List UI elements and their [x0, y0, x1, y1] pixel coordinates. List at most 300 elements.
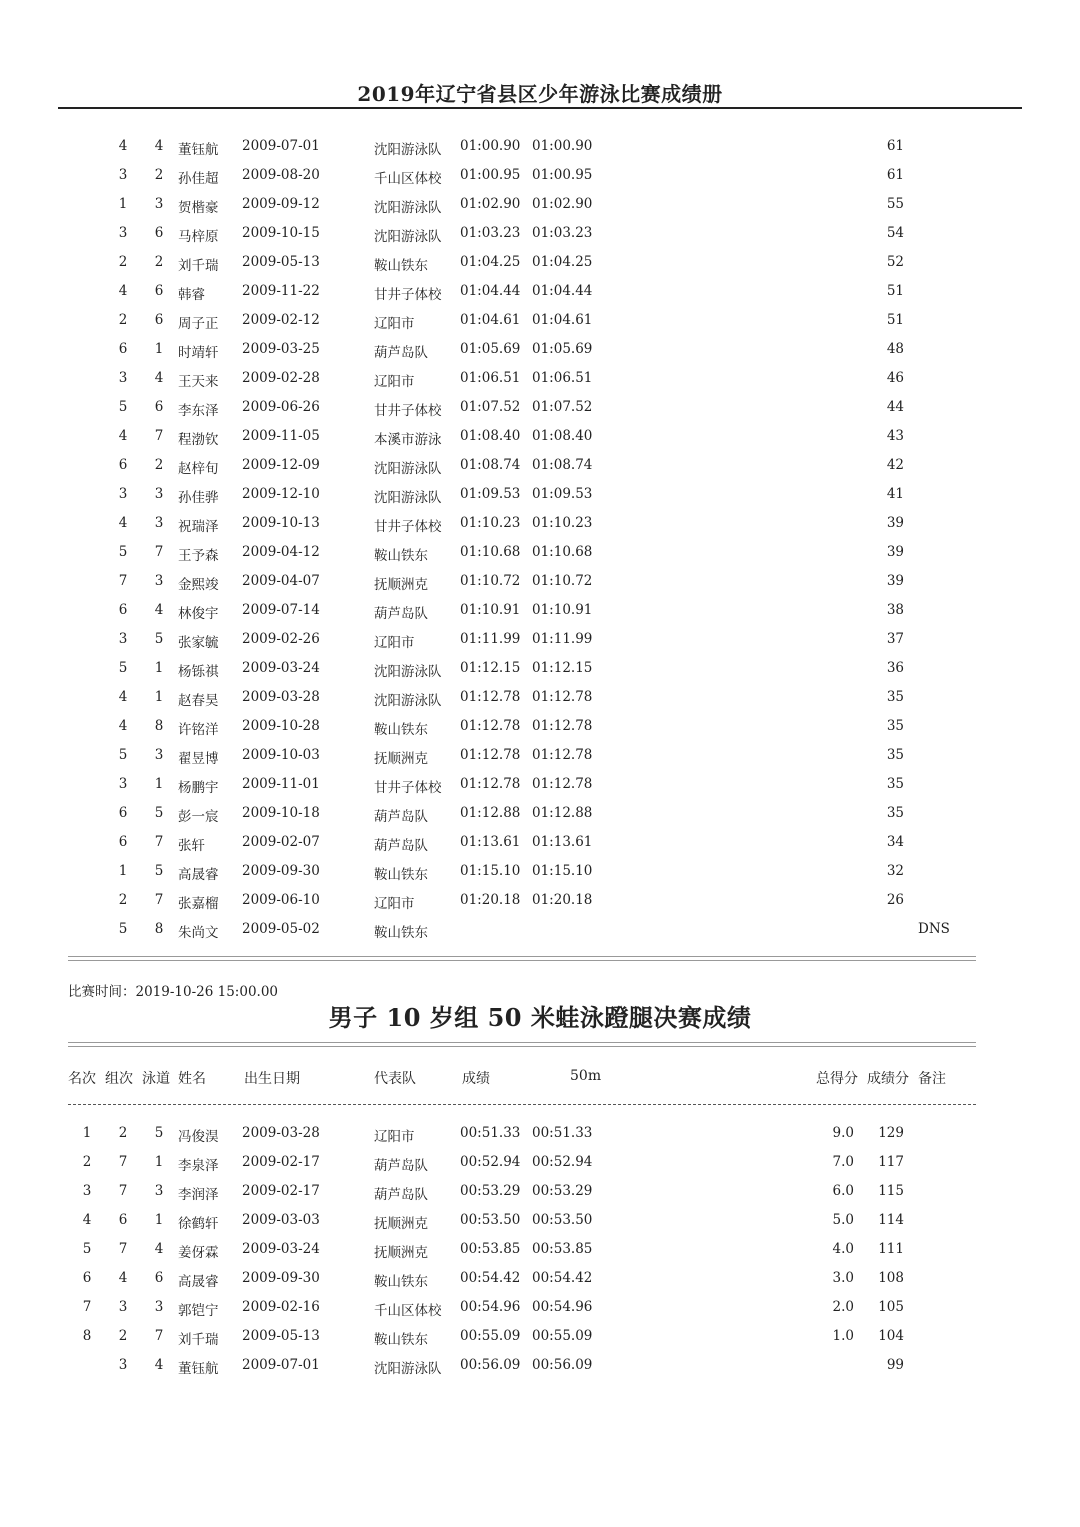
cell-group: 6 — [118, 834, 128, 850]
cell-split: 01:02.90 — [532, 196, 593, 212]
cell-split: 01:11.99 — [532, 631, 593, 647]
cell-split: 01:04.61 — [532, 312, 593, 328]
cell-score: 105 — [878, 1299, 904, 1315]
cell-birth: 2009-02-16 — [242, 1299, 320, 1315]
cell-group: 3 — [118, 167, 128, 183]
cell-score: 61 — [886, 138, 904, 154]
cell-result: 00:54.96 — [460, 1299, 521, 1315]
cell-group: 2 — [118, 312, 128, 328]
cell-group: 5 — [118, 544, 128, 560]
cell-lane: 4 — [154, 138, 164, 154]
cell-lane: 4 — [154, 370, 164, 386]
cell-team: 辽阳市 — [374, 316, 415, 332]
cell-birth: 2009-10-13 — [242, 515, 320, 531]
cell-team: 抚顺洲克 — [374, 1245, 428, 1261]
cell-name: 韩睿 — [178, 287, 205, 303]
cell-result: 01:06.51 — [460, 370, 521, 386]
cell-result: 01:05.69 — [460, 341, 521, 357]
table-row — [0, 1125, 1080, 1153]
cell-name: 张家毓 — [178, 635, 219, 651]
cell-group: 6 — [118, 602, 128, 618]
cell-split: 01:04.44 — [532, 283, 593, 299]
cell-lane: 4 — [154, 1357, 164, 1373]
cell-name: 赵春昊 — [178, 693, 219, 709]
cell-score: 55 — [886, 196, 904, 212]
cell-score: 104 — [878, 1328, 904, 1344]
cell-score: 36 — [886, 660, 904, 676]
cell-team: 沈阳游泳队 — [374, 664, 442, 680]
cell-rank: 2 — [82, 1154, 92, 1170]
cell-lane: 3 — [154, 486, 164, 502]
cell-team: 鞍山铁东 — [374, 1274, 428, 1290]
cell-lane: 7 — [154, 892, 164, 908]
cell-name: 张轩 — [178, 838, 205, 854]
cell-lane: 6 — [154, 1270, 164, 1286]
cell-name: 杨鹏宇 — [178, 780, 219, 796]
cell-group: 2 — [118, 892, 128, 908]
cell-score: 111 — [878, 1241, 904, 1257]
cell-birth: 2009-06-26 — [242, 399, 320, 415]
cell-lane: 3 — [154, 1183, 164, 1199]
cell-score: 61 — [886, 167, 904, 183]
cell-group: 7 — [118, 1183, 128, 1199]
cell-score: 35 — [886, 718, 904, 734]
cell-split: 00:53.85 — [532, 1241, 593, 1257]
cell-team: 本溪市游泳 — [374, 432, 442, 448]
table-row — [0, 631, 1080, 659]
cell-name: 李润泽 — [178, 1187, 219, 1203]
cell-score: 46 — [886, 370, 904, 386]
cell-result: 01:04.25 — [460, 254, 521, 270]
cell-lane: 6 — [154, 312, 164, 328]
cell-split: 01:12.78 — [532, 776, 593, 792]
cell-rank: 6 — [82, 1270, 92, 1286]
cell-name: 翟昱博 — [178, 751, 219, 767]
cell-birth: 2009-04-12 — [242, 544, 320, 560]
cell-team: 辽阳市 — [374, 374, 415, 390]
cell-birth: 2009-11-05 — [242, 428, 320, 444]
cell-score: 54 — [886, 225, 904, 241]
cell-group: 6 — [118, 341, 128, 357]
cell-birth: 2009-02-07 — [242, 834, 320, 850]
cell-name: 赵梓旬 — [178, 461, 219, 477]
cell-birth: 2009-11-22 — [242, 283, 320, 299]
cell-name: 刘千瑞 — [178, 258, 219, 274]
cell-team: 鞍山铁东 — [374, 258, 428, 274]
cell-name: 许铭洋 — [178, 722, 219, 738]
cell-split: 01:12.78 — [532, 718, 593, 734]
cell-split: 00:54.96 — [532, 1299, 593, 1315]
cell-lane: 7 — [154, 428, 164, 444]
cell-name: 王天来 — [178, 374, 219, 390]
table-row — [0, 399, 1080, 427]
cell-group: 2 — [118, 1125, 128, 1141]
cell-team: 沈阳游泳队 — [374, 1361, 442, 1377]
cell-team: 辽阳市 — [374, 1129, 415, 1145]
cell-name: 周子正 — [178, 316, 219, 332]
cell-note: DNS — [918, 921, 950, 937]
cell-name: 高晟睿 — [178, 1274, 219, 1290]
cell-result: 01:12.78 — [460, 718, 521, 734]
cell-split: 01:07.52 — [532, 399, 593, 415]
cell-result: 01:12.15 — [460, 660, 521, 676]
title-rule — [58, 107, 1022, 109]
cell-group: 1 — [118, 196, 128, 212]
cell-group: 7 — [118, 1154, 128, 1170]
cell-score: 117 — [878, 1154, 904, 1170]
cell-name: 彭一宸 — [178, 809, 219, 825]
cell-lane: 8 — [154, 921, 164, 937]
table-row — [0, 718, 1080, 746]
cell-name: 李泉泽 — [178, 1158, 219, 1174]
cell-score: 43 — [886, 428, 904, 444]
cell-group: 3 — [118, 631, 128, 647]
cell-group: 2 — [118, 1328, 128, 1344]
cell-team: 鞍山铁东 — [374, 1332, 428, 1348]
cell-team: 葫芦岛队 — [374, 1158, 428, 1174]
cell-score: 99 — [886, 1357, 904, 1373]
cell-total-points: 7.0 — [832, 1154, 854, 1170]
cell-name: 朱尚文 — [178, 925, 219, 941]
cell-birth: 2009-09-30 — [242, 1270, 320, 1286]
cell-lane: 3 — [154, 515, 164, 531]
cell-name: 孙佳超 — [178, 171, 219, 187]
cell-team: 甘井子体校 — [374, 403, 442, 419]
header-lane: 泳道 — [142, 1071, 170, 1087]
table-row — [0, 602, 1080, 630]
cell-score: 39 — [886, 544, 904, 560]
cell-result: 01:12.78 — [460, 689, 521, 705]
cell-rank: 1 — [82, 1125, 92, 1141]
cell-lane: 5 — [154, 1125, 164, 1141]
cell-result: 01:10.23 — [460, 515, 521, 531]
cell-split: 01:00.90 — [532, 138, 593, 154]
cell-birth: 2009-02-26 — [242, 631, 320, 647]
table-row — [0, 1212, 1080, 1240]
cell-birth: 2009-10-28 — [242, 718, 320, 734]
cell-result: 00:53.50 — [460, 1212, 521, 1228]
cell-result: 01:15.10 — [460, 863, 521, 879]
cell-lane: 1 — [154, 1212, 164, 1228]
cell-score: 38 — [886, 602, 904, 618]
table-row — [0, 428, 1080, 456]
cell-birth: 2009-03-03 — [242, 1212, 320, 1228]
cell-split: 01:12.88 — [532, 805, 593, 821]
cell-lane: 5 — [154, 863, 164, 879]
table-row — [0, 515, 1080, 543]
table-row — [0, 1154, 1080, 1182]
cell-birth: 2009-02-12 — [242, 312, 320, 328]
cell-lane: 2 — [154, 254, 164, 270]
cell-lane: 6 — [154, 283, 164, 299]
table-row — [0, 1183, 1080, 1211]
cell-lane: 1 — [154, 660, 164, 676]
cell-result: 00:53.85 — [460, 1241, 521, 1257]
cell-result: 01:04.44 — [460, 283, 521, 299]
cell-total-points: 1.0 — [832, 1328, 854, 1344]
cell-lane: 2 — [154, 167, 164, 183]
cell-split: 00:53.50 — [532, 1212, 593, 1228]
cell-lane: 1 — [154, 776, 164, 792]
double-rule-top — [68, 956, 976, 961]
cell-name: 金熙竣 — [178, 577, 219, 593]
double-rule-header — [68, 1042, 976, 1047]
cell-group: 6 — [118, 805, 128, 821]
cell-split: 01:04.25 — [532, 254, 593, 270]
cell-split: 01:03.23 — [532, 225, 593, 241]
table-row — [0, 689, 1080, 717]
cell-group: 5 — [118, 921, 128, 937]
table-row — [0, 1328, 1080, 1356]
table-row — [0, 1270, 1080, 1298]
table-row — [0, 660, 1080, 688]
table-row — [0, 776, 1080, 804]
cell-birth: 2009-10-18 — [242, 805, 320, 821]
cell-group: 3 — [118, 225, 128, 241]
cell-split: 00:55.09 — [532, 1328, 593, 1344]
cell-group: 6 — [118, 1212, 128, 1228]
table-row — [0, 312, 1080, 340]
table-row — [0, 805, 1080, 833]
cell-birth: 2009-09-12 — [242, 196, 320, 212]
cell-score: 32 — [886, 863, 904, 879]
cell-name: 孙佳骅 — [178, 490, 219, 506]
table-row — [0, 225, 1080, 253]
table-row — [0, 283, 1080, 311]
cell-team: 沈阳游泳队 — [374, 461, 442, 477]
cell-split: 01:13.61 — [532, 834, 593, 850]
cell-birth: 2009-10-03 — [242, 747, 320, 763]
cell-score: 44 — [886, 399, 904, 415]
cell-team: 鞍山铁东 — [374, 548, 428, 564]
cell-lane: 8 — [154, 718, 164, 734]
cell-name: 贺楷豪 — [178, 200, 219, 216]
cell-result: 01:11.99 — [460, 631, 521, 647]
cell-birth: 2009-03-28 — [242, 1125, 320, 1141]
table-row — [0, 1299, 1080, 1327]
cell-score: 51 — [886, 312, 904, 328]
cell-split: 00:54.42 — [532, 1270, 593, 1286]
cell-result: 01:20.18 — [460, 892, 521, 908]
cell-group: 5 — [118, 660, 128, 676]
cell-name: 冯俊淏 — [178, 1129, 219, 1145]
cell-name: 董钰航 — [178, 1361, 219, 1377]
cell-result: 01:12.78 — [460, 747, 521, 763]
cell-group: 7 — [118, 1241, 128, 1257]
cell-result: 00:56.09 — [460, 1357, 521, 1373]
page-title: 2019年辽宁省县区少年游泳比赛成绩册 — [357, 82, 723, 106]
cell-result: 01:03.23 — [460, 225, 521, 241]
header-group: 组次 — [105, 1071, 133, 1087]
table-row — [0, 457, 1080, 485]
cell-team: 抚顺洲克 — [374, 751, 428, 767]
cell-team: 葫芦岛队 — [374, 838, 428, 854]
cell-score: 51 — [886, 283, 904, 299]
cell-result: 01:04.61 — [460, 312, 521, 328]
cell-group: 3 — [118, 486, 128, 502]
cell-rank: 4 — [82, 1212, 92, 1228]
table-row — [0, 834, 1080, 862]
cell-birth: 2009-06-10 — [242, 892, 320, 908]
cell-result: 01:07.52 — [460, 399, 521, 415]
cell-group: 4 — [118, 283, 128, 299]
cell-birth: 2009-12-09 — [242, 457, 320, 473]
table-row — [0, 167, 1080, 195]
cell-score: 35 — [886, 747, 904, 763]
cell-score: 52 — [886, 254, 904, 270]
cell-split: 00:56.09 — [532, 1357, 593, 1373]
cell-birth: 2009-07-01 — [242, 1357, 320, 1373]
cell-team: 千山区体校 — [374, 171, 442, 187]
header-name: 姓名 — [178, 1071, 206, 1087]
cell-lane: 6 — [154, 225, 164, 241]
cell-birth: 2009-11-01 — [242, 776, 320, 792]
cell-lane: 4 — [154, 1241, 164, 1257]
cell-group: 3 — [118, 776, 128, 792]
cell-split: 01:10.72 — [532, 573, 593, 589]
cell-group: 3 — [118, 1299, 128, 1315]
cell-score: 48 — [886, 341, 904, 357]
cell-name: 徐鹤轩 — [178, 1216, 219, 1232]
cell-lane: 7 — [154, 834, 164, 850]
cell-name: 李东泽 — [178, 403, 219, 419]
cell-split: 01:20.18 — [532, 892, 593, 908]
cell-team: 辽阳市 — [374, 896, 415, 912]
cell-birth: 2009-03-24 — [242, 660, 320, 676]
cell-name: 姜伢霖 — [178, 1245, 219, 1261]
cell-result: 01:10.72 — [460, 573, 521, 589]
cell-lane: 2 — [154, 457, 164, 473]
cell-name: 董钰航 — [178, 142, 219, 158]
cell-name: 郭铠宁 — [178, 1303, 219, 1319]
cell-result: 01:00.95 — [460, 167, 521, 183]
cell-group: 5 — [118, 399, 128, 415]
cell-result: 01:12.78 — [460, 776, 521, 792]
cell-team: 葫芦岛队 — [374, 606, 428, 622]
cell-score: 42 — [886, 457, 904, 473]
cell-lane: 3 — [154, 1299, 164, 1315]
cell-group: 4 — [118, 689, 128, 705]
cell-birth: 2009-09-30 — [242, 863, 320, 879]
cell-group: 4 — [118, 1270, 128, 1286]
cell-split: 01:05.69 — [532, 341, 593, 357]
cell-team: 沈阳游泳队 — [374, 229, 442, 245]
cell-group: 3 — [118, 370, 128, 386]
table-row — [0, 370, 1080, 398]
cell-split: 01:12.15 — [532, 660, 593, 676]
table-row — [0, 863, 1080, 891]
cell-team: 甘井子体校 — [374, 780, 442, 796]
cell-total-points: 9.0 — [832, 1125, 854, 1141]
cell-name: 林俊宇 — [178, 606, 219, 622]
cell-group: 4 — [118, 515, 128, 531]
cell-rank: 7 — [82, 1299, 92, 1315]
cell-lane: 1 — [154, 689, 164, 705]
cell-birth: 2009-05-02 — [242, 921, 320, 937]
table-row — [0, 544, 1080, 572]
cell-team: 葫芦岛队 — [374, 1187, 428, 1203]
cell-team: 沈阳游泳队 — [374, 142, 442, 158]
cell-result: 00:52.94 — [460, 1154, 521, 1170]
cell-total-points: 2.0 — [832, 1299, 854, 1315]
cell-name: 刘千瑞 — [178, 1332, 219, 1348]
cell-score: 129 — [878, 1125, 904, 1141]
cell-result: 01:08.40 — [460, 428, 521, 444]
cell-score: 35 — [886, 805, 904, 821]
cell-score: 41 — [886, 486, 904, 502]
cell-lane: 6 — [154, 399, 164, 415]
cell-result: 00:54.42 — [460, 1270, 521, 1286]
cell-score: 115 — [878, 1183, 904, 1199]
cell-name: 王予森 — [178, 548, 219, 564]
cell-team: 沈阳游泳队 — [374, 693, 442, 709]
cell-birth: 2009-12-10 — [242, 486, 320, 502]
cell-split: 01:10.91 — [532, 602, 593, 618]
cell-group: 3 — [118, 1357, 128, 1373]
cell-score: 108 — [878, 1270, 904, 1286]
cell-lane: 1 — [154, 341, 164, 357]
cell-team: 抚顺洲克 — [374, 577, 428, 593]
cell-birth: 2009-02-17 — [242, 1154, 320, 1170]
cell-total-points: 4.0 — [832, 1241, 854, 1257]
cell-split: 01:08.74 — [532, 457, 593, 473]
cell-name: 时靖轩 — [178, 345, 219, 361]
cell-name: 张嘉榴 — [178, 896, 219, 912]
cell-score: 34 — [886, 834, 904, 850]
cell-score: 37 — [886, 631, 904, 647]
cell-team: 鞍山铁东 — [374, 925, 428, 941]
cell-birth: 2009-03-24 — [242, 1241, 320, 1257]
cell-name: 祝瑞泽 — [178, 519, 219, 535]
header-note: 备注 — [918, 1071, 946, 1087]
cell-split: 01:12.78 — [532, 747, 593, 763]
cell-split: 01:09.53 — [532, 486, 593, 502]
cell-score: 39 — [886, 573, 904, 589]
cell-team: 甘井子体校 — [374, 519, 442, 535]
cell-split: 01:12.78 — [532, 689, 593, 705]
cell-birth: 2009-05-13 — [242, 254, 320, 270]
cell-split: 01:00.95 — [532, 167, 593, 183]
table-row — [0, 573, 1080, 601]
cell-rank: 5 — [82, 1241, 92, 1257]
cell-group: 2 — [118, 254, 128, 270]
cell-group: 5 — [118, 747, 128, 763]
table-row — [0, 486, 1080, 514]
cell-result: 01:00.90 — [460, 138, 521, 154]
cell-lane: 7 — [154, 544, 164, 560]
cell-group: 6 — [118, 457, 128, 473]
table-row — [0, 921, 1080, 949]
event-title: 男子 10 岁组 50 米蛙泳蹬腿决赛成绩 — [328, 1003, 752, 1032]
cell-rank: 3 — [82, 1183, 92, 1199]
cell-group: 1 — [118, 863, 128, 879]
cell-result: 00:51.33 — [460, 1125, 521, 1141]
cell-result: 01:10.68 — [460, 544, 521, 560]
table-row — [0, 341, 1080, 369]
cell-result: 01:10.91 — [460, 602, 521, 618]
cell-group: 7 — [118, 573, 128, 589]
cell-split: 00:52.94 — [532, 1154, 593, 1170]
cell-lane: 7 — [154, 1328, 164, 1344]
cell-team: 甘井子体校 — [374, 287, 442, 303]
cell-split: 00:53.29 — [532, 1183, 593, 1199]
cell-name: 程渤钦 — [178, 432, 219, 448]
cell-team: 沈阳游泳队 — [374, 490, 442, 506]
cell-birth: 2009-02-17 — [242, 1183, 320, 1199]
cell-result: 00:55.09 — [460, 1328, 521, 1344]
cell-team: 辽阳市 — [374, 635, 415, 651]
table-row — [0, 196, 1080, 224]
